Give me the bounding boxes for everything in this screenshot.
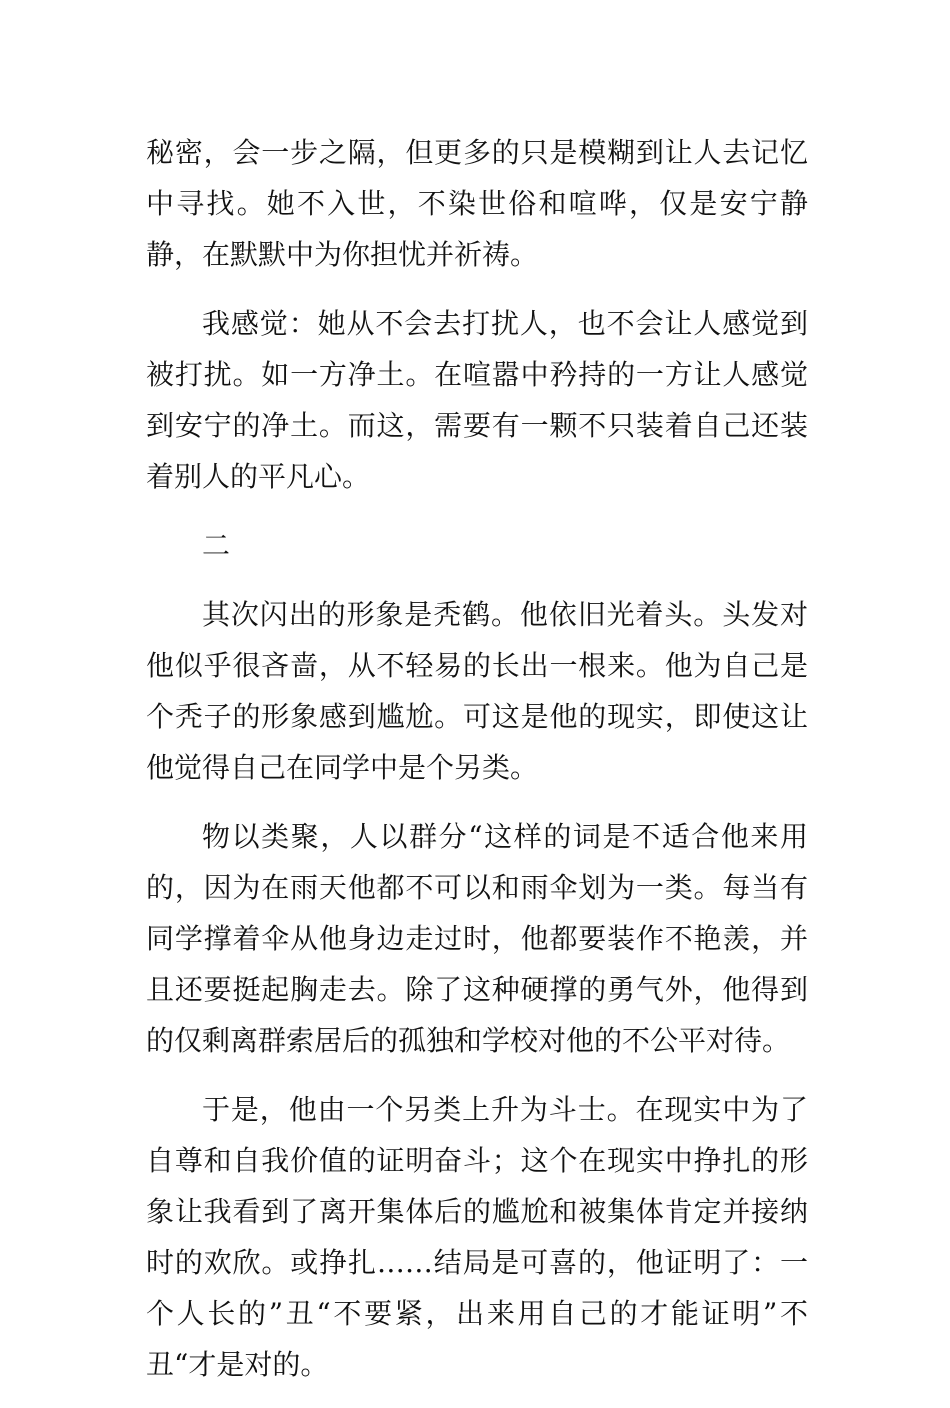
paragraph-continued: 秘密，会一步之隔，但更多的只是模糊到让人去记忆中寻找。她不入世，不染世俗和喧哗，仅是安宁静静，在默默中为你担忧并祈祷。 — [146, 136, 808, 271]
paragraph: 物以类聚，人以群分“这样的词是不适合他来用的，因为在雨天他都不可以和雨伞划为一类。每当有同学撑着伞从他身边走过时，他都要装作不艳羡，并且还要挺起胸走去。除了这种硬撑的勇气外，他得到的仅剩离群索居后的孤独和学校对他的不公平对待。 — [146, 820, 808, 1057]
paragraph: 其次闪出的形象是秃鹤。他依旧光着头。头发对他似乎很吝啬，从不轻易的长出一根来。他为自己是个秃子的形象感到尴尬。可这是他的现实，即使这让他觉得自己在同学中是个另类。 — [146, 598, 808, 784]
document-body — [146, 127, 808, 1408]
paragraph: 我感觉：她从不会去打扰人，也不会让人感觉到被打扰。如一方净土。在喧嚣中矜持的一方让人感觉到安宁的净土。而这，需要有一颗不只装着自己还装着别人的平凡心。 — [146, 307, 808, 493]
paragraph: 于是，他由一个另类上升为斗士。在现实中为了自尊和自我价值的证明奋斗；这个在现实中挣扎的形象让我看到了离开集体后的尴尬和被集体肯定并接纳时的欢欣。或挣扎……结局是可喜的，他证明了：一个人长的”丑“不要紧，出来用自己的才能证明”不丑“才是对的。 — [146, 1093, 808, 1381]
section-heading: 二 — [202, 529, 231, 562]
